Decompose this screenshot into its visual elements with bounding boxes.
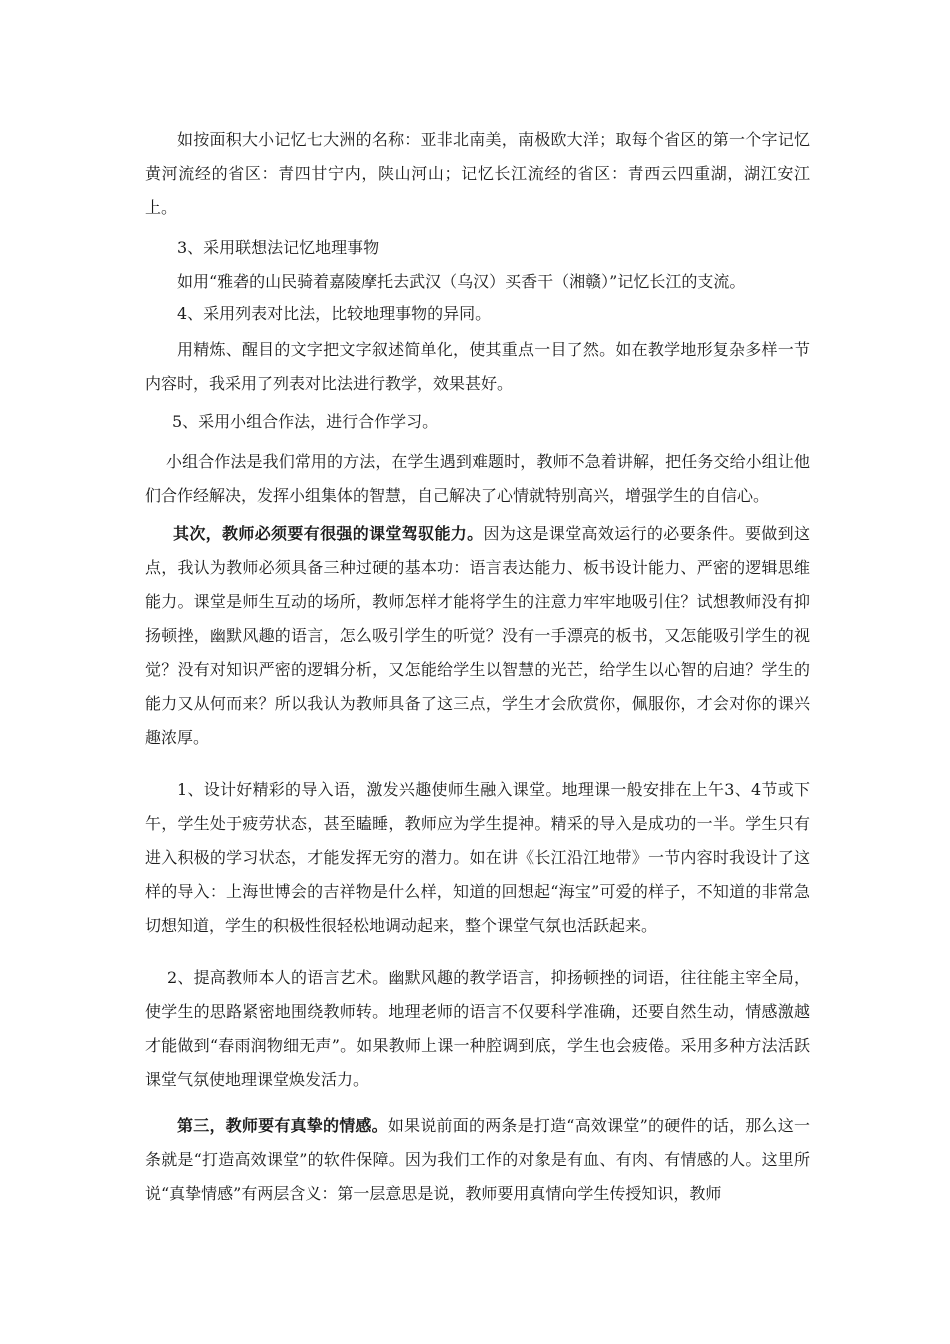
bold-lead: 其次，教师必须要有很强的课堂驾驭能力。: [173, 524, 484, 543]
paragraph-6: [145, 405, 810, 439]
section-heading: 5、采用小组合作法，进行合作学习。: [172, 412, 439, 431]
paragraph-text: 如按面积大小记忆七大洲的名称：亚非北南美，南极欧大洋；取每个省区的第一个字记忆黄河流经的省区：青四甘宁内，陕山河山；记忆长江流经的省区：青西云四重湖，湖江安江上。: [145, 130, 810, 217]
paragraph-5: [145, 333, 810, 401]
section-heading: 3、采用联想法记忆地理事物: [177, 238, 380, 257]
paragraph-7: [145, 445, 810, 513]
paragraph-text: 因为这是课堂高效运行的必要条件。要做到这点，我认为教师必须具备三种过硬的基本功：语言表达能力、板书设计能力、严密的逻辑思维能力。课堂是师生互动的场所，教师怎样才能将学生的注意力牢牢地吸引住？试想教师没有抑扬顿挫，幽默风趣的语言，怎么吸引学生的听觉？没有一手漂亮的板书，又怎能吸引学生的视觉？没有对知识严密的逻辑分析，又怎能给学生以智慧的光芒，给学生以心智的启迪？学生的能力又从何而来？所以我认为教师具备了这三点，学生才会欣赏你，佩服你，才会对你的课兴趣浓厚。: [145, 524, 810, 747]
paragraph-text: 如用“雅砻的山民骑着嘉陵摩托去武汉（乌汉）买香干（湘赣）”记忆长江的支流。: [177, 272, 746, 291]
paragraph-text: 小组合作法是我们常用的方法，在学生遇到难题时，教师不急着讲解，把任务交给小组让他们合作经解决，发挥小组集体的智慧，自己解决了心情就特别高兴，增强学生的自信心。: [145, 452, 810, 505]
paragraph-4: [145, 297, 810, 331]
paragraph-text: 如果说前面的两条是打造“高效课堂”的硬件的话，那么这一条就是“打造高效课堂”的软件保障。因为我们工作的对象是有血、有肉、有情感的人。这里所说“真挚情感”有两层含义：第一层意思是说，教师要用真情向学生传授知识，教师: [145, 1116, 810, 1203]
paragraph-text: 用精炼、醒目的文字把文字叙述简单化，使其重点一目了然。如在教学地形复杂多样一节内容时，我采用了列表对比法进行教学，效果甚好。: [145, 340, 810, 393]
paragraph-2: [145, 231, 810, 265]
paragraph-11: [145, 1109, 810, 1211]
section-heading: 4、采用列表对比法，比较地理事物的异同。: [177, 304, 492, 323]
paragraph-text: 1、设计好精彩的导入语，激发兴趣使师生融入课堂。地理课一般安排在上午3、4节或下午，学生处于疲劳状态，甚至瞌睡，教师应为学生提神。精采的导入是成功的一半。学生只有进入积极的学习状态，才能发挥无穷的潜力。如在讲《长江沿江地带》一节内容时我设计了这样的导入：上海世博会的吉祥物是什么样，知道的回想起“海宝”可爱的样子，不知道的非常急切想知道，学生的积极性很轻松地调动起来，整个课堂气氛也活跃起来。: [145, 780, 810, 935]
paragraph-3: [145, 265, 810, 299]
bold-lead: 第三，教师要有真挚的情感。: [177, 1116, 388, 1135]
paragraph-9: [145, 773, 810, 943]
paragraph-8: [145, 517, 810, 755]
paragraph-10: [145, 961, 810, 1097]
paragraph-1: [145, 123, 810, 225]
paragraph-text: 2、提高教师本人的语言艺术。幽默风趣的教学语言，抑扬顿挫的词语，往往能主宰全局，使学生的思路紧密地围绕教师转。地理老师的语言不仅要科学准确，还要自然生动，情感激越才能做到“春雨润物细无声”。如果教师上课一种腔调到底，学生也会疲倦。采用多种方法活跃课堂气氛使地理课堂焕发活力。: [145, 968, 810, 1089]
